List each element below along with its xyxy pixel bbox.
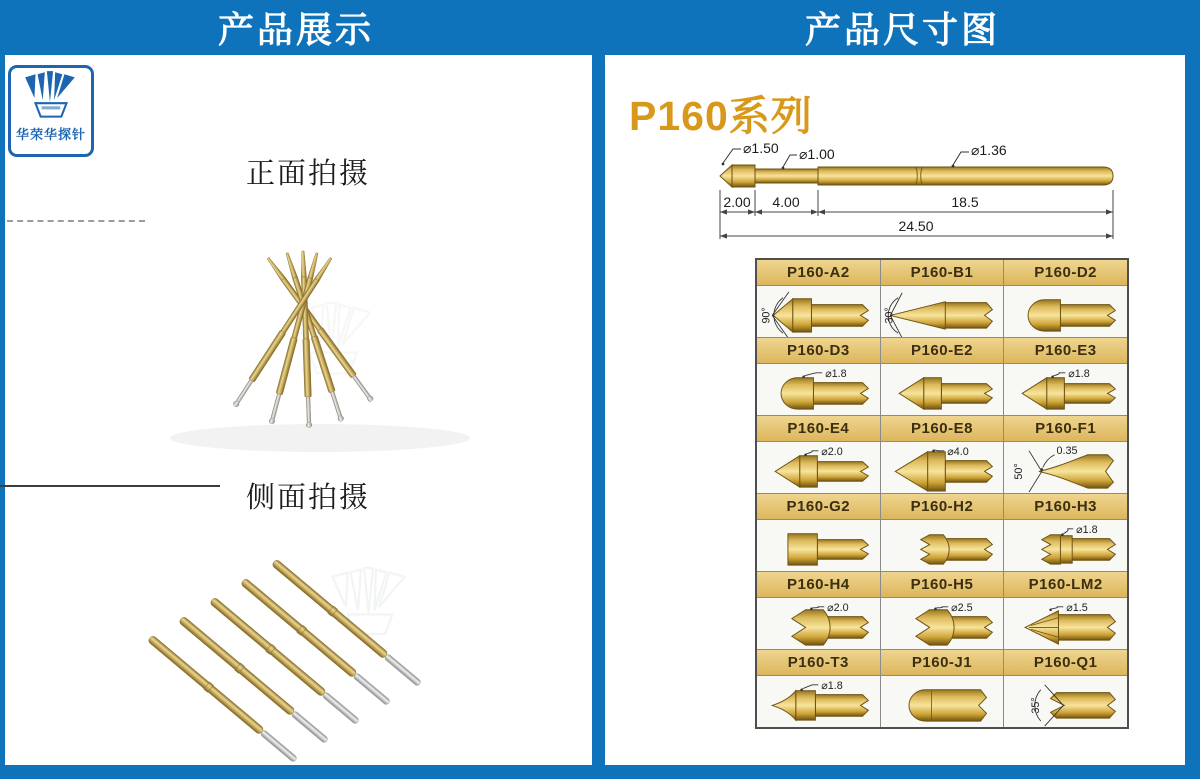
front-shot-label: 正面拍摄 <box>246 158 371 190</box>
side-shot-label: 侧面拍摄 <box>246 482 371 514</box>
tip-label: P160-T3 <box>757 650 880 675</box>
tip-label: P160-Q1 <box>1004 650 1127 675</box>
tip-drawing <box>757 286 880 337</box>
tip-label: P160-F1 <box>1004 416 1127 441</box>
tip-drawing <box>757 442 880 493</box>
tip-drawing <box>757 520 880 571</box>
tip-table <box>755 258 1129 729</box>
side-view-photo <box>130 523 500 768</box>
tip-label: P160-H2 <box>881 494 1004 519</box>
svg-text:⌀1.8: ⌀1.8 <box>1068 367 1091 380</box>
dim-3: 18.5 <box>951 194 979 210</box>
probe-silhouette <box>720 165 1113 187</box>
svg-text:⌀1.5: ⌀1.5 <box>1066 601 1089 614</box>
tip-label: P160-B1 <box>881 260 1004 285</box>
dimension-drawing <box>703 138 1168 250</box>
right-panel-header <box>605 0 1200 55</box>
tip-label: P160-E8 <box>881 416 1004 441</box>
tip-drawing <box>881 364 1004 415</box>
tip-label: P160-G2 <box>757 494 880 519</box>
crown-logo-icon <box>20 71 82 123</box>
svg-text:35°: 35° <box>1030 697 1043 714</box>
tip-label: P160-H5 <box>881 572 1004 597</box>
tip-label: P160-A2 <box>757 260 880 285</box>
tip-drawing <box>881 520 1004 571</box>
svg-text:⌀1.8: ⌀1.8 <box>1076 523 1098 536</box>
series-title: P160系列 <box>629 93 813 139</box>
svg-text:⌀1.8: ⌀1.8 <box>825 367 847 380</box>
dimension-panel <box>605 55 1185 765</box>
tip-label: P160-E2 <box>881 338 1004 363</box>
front-view-photo <box>135 233 515 473</box>
tip-drawing <box>757 598 880 649</box>
tip-label: P160-D3 <box>757 338 880 363</box>
dia-label-3: ⌀1.36 <box>971 142 1007 158</box>
tip-drawing <box>1004 676 1127 727</box>
svg-text:30°: 30° <box>882 307 895 324</box>
svg-text:50°: 50° <box>1013 463 1026 480</box>
tip-drawing <box>881 442 1004 493</box>
left-panel-header <box>0 0 592 55</box>
dim-1: 2.00 <box>723 194 751 210</box>
dim-2: 4.00 <box>772 194 800 210</box>
tip-drawing <box>1004 520 1127 571</box>
tip-drawing <box>881 598 1004 649</box>
svg-text:⌀4.0: ⌀4.0 <box>946 445 969 458</box>
svg-text:0.35: 0.35 <box>1056 444 1078 457</box>
tip-drawing <box>757 364 880 415</box>
solid-divider <box>0 485 220 487</box>
svg-text:⌀2.0: ⌀2.0 <box>827 601 849 614</box>
tip-drawing <box>881 676 1004 727</box>
dashed-divider <box>7 220 145 222</box>
tip-label: P160-H3 <box>1004 494 1127 519</box>
svg-text:⌀2.0: ⌀2.0 <box>821 445 843 458</box>
tip-label: P160-E3 <box>1004 338 1127 363</box>
brand-name: 华荣华探针 <box>15 127 86 142</box>
tip-drawing <box>1004 598 1127 649</box>
dim-total: 24.50 <box>898 218 934 234</box>
tip-label: P160-H4 <box>757 572 880 597</box>
tip-drawing <box>1004 364 1127 415</box>
left-header-title: 产品展示 <box>217 9 374 50</box>
tip-label: P160-E4 <box>757 416 880 441</box>
svg-text:90°: 90° <box>760 307 773 324</box>
tip-label: P160-J1 <box>881 650 1004 675</box>
brand-logo <box>8 65 94 157</box>
product-display-panel <box>5 55 592 765</box>
svg-text:⌀1.8: ⌀1.8 <box>821 679 843 692</box>
tip-drawing <box>757 676 880 727</box>
svg-text:⌀2.5: ⌀2.5 <box>950 601 973 614</box>
tip-label: P160-LM2 <box>1004 572 1127 597</box>
tip-drawing <box>1004 442 1127 493</box>
dia-label-2: ⌀1.00 <box>799 146 835 162</box>
right-header-title: 产品尺寸图 <box>804 9 1000 50</box>
tip-drawing <box>881 286 1004 337</box>
tip-label: P160-D2 <box>1004 260 1127 285</box>
tip-drawing <box>1004 286 1127 337</box>
dia-label-1: ⌀1.50 <box>743 140 779 156</box>
